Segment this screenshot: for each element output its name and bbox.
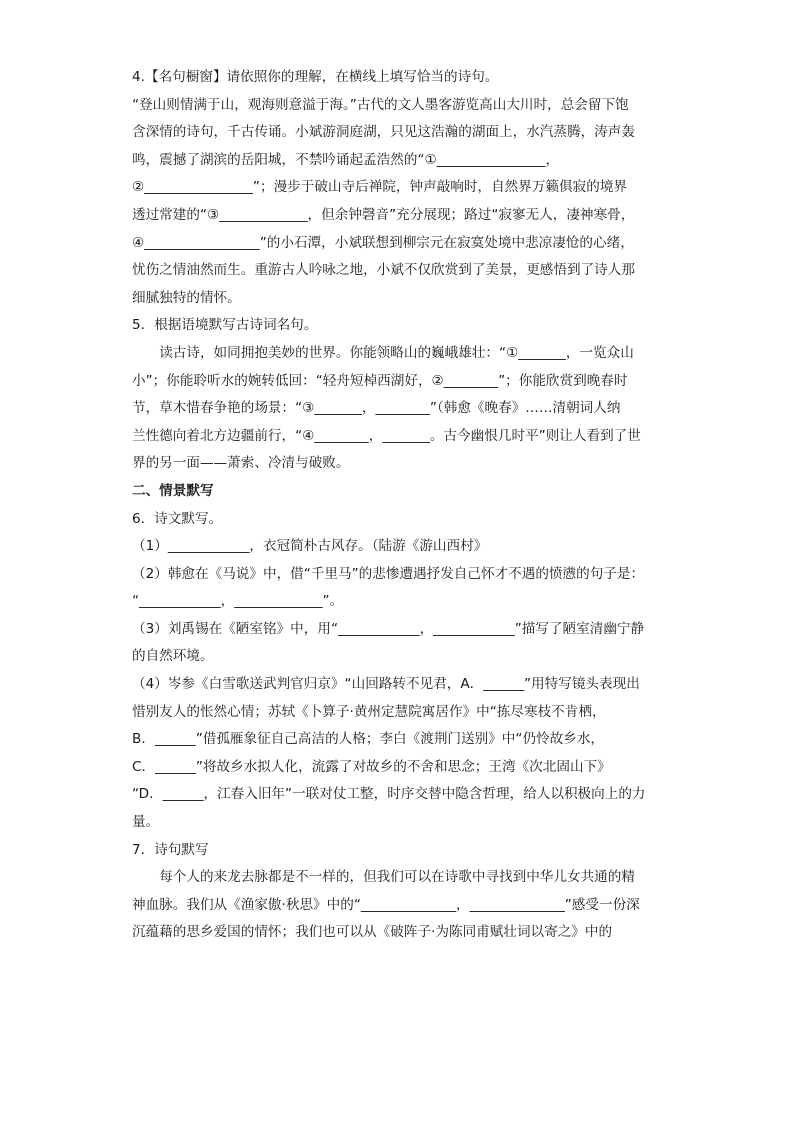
text-line: 5．根据语境默写古诗词名句。 <box>132 317 318 334</box>
text-line: 含深情的诗句，千古传诵。小斌游洞庭湖，只见这浩瀚的湖面上，水汽蒸腾，涛声轰 <box>132 124 635 141</box>
text-line: 4.【名句橱窗】请依照你的理解，在横线上填写恰当的诗句。 <box>132 69 499 85</box>
text-line: 每个人的来龙去脉都是不一样的，但我们可以在诗歌中寻找到中华儿女共通的精 <box>159 869 635 886</box>
text-line: 读古诗，如同拥抱美妙的世界。你能领略山的巍峨雄壮：“①_______，一览众山 <box>159 344 634 361</box>
text-line: （3）刘禹锡在《陋室铭》中，用“____________，____________”描写了陋室清幽宁静 <box>132 620 645 637</box>
text-line: C．______”将故乡水拟人化，流露了对故乡的不舍和思念；王湾《次北固山下》 <box>132 758 611 775</box>
text-line: 兰性德向着北方边疆前行，“④________，_______。古今幽恨几时平”则让人看到了世 <box>132 427 641 444</box>
text-line: 界的另一面——萧索、冷清与破败。 <box>132 455 350 472</box>
text-line: 忧伤之情油然而生。重游古人吟咏之地，小斌不仅欣赏到了美景，更感悟到了诗人那 <box>132 262 635 279</box>
text-line: （4）岑参《白雪歌送武判官归京》“山回路转不见君，A．______”用特写镜头表现出 <box>132 676 640 693</box>
text-line: “____________，_____________”。 <box>132 593 344 610</box>
text-line: 透过常建的“③_____________，但余钟磬音”充分展现；路过“寂寥无人，凄神寒骨， <box>132 206 635 223</box>
text-line: B．______”借孤雁象征自己高洁的人格；李白《渡荆门送别》中“仍怜故乡水， <box>132 731 605 748</box>
text-line: （1）____________，衣冠简朴古风存。（陆游《游山西村》 <box>132 538 488 555</box>
text-line: 惜别友人的怅然心情；苏轼《卜算子·黄州定慧院寓居作》中“拣尽寒枝不肯栖， <box>132 703 606 720</box>
text-line: 量。 <box>132 814 160 831</box>
text-line: 7．诗句默写 <box>132 841 209 858</box>
text-line: 细腻独特的情怀。 <box>132 289 241 306</box>
text-line: 鸣，震撼了湖滨的岳阳城，不禁吟诵起孟浩然的“①________________， <box>132 151 560 168</box>
section-heading: 二、情景默写 <box>132 482 214 499</box>
text-line: （2）韩愈在《马说》中，借“千里马”的悲惨遭遇抒发自己怀才不遇的愤懑的句子是： <box>132 565 645 582</box>
text-line: 神血脉。我们从《渔家傲·秋思》中的“______________，______________”感受一份深 <box>132 896 640 913</box>
text-line: 的自然环境。 <box>132 648 214 665</box>
text-line: “登山则情满于山，观海则意溢于海。”古代的文人墨客游览高山大川时，总会留下饱 <box>132 96 629 113</box>
text-line: 沉蕴藉的思乡爱国的情怀；我们也可以从《破阵子·为陈同甫赋壮词以寄之》中的 <box>132 924 613 941</box>
text-line: “D．______，江春入旧年”一联对仗工整，时序交替中隐含哲理，给人以积极向上的力 <box>132 786 646 803</box>
document-body <box>132 64 658 947</box>
text-line: 节，草木惜春争艳的场景：“③_______，________”（韩愈《晚春》……清朝词人纳 <box>132 400 621 417</box>
text-line: ④_________________”的小石潭，小斌联想到柳宗元在寂寞处境中悲凉凄怆的心绪， <box>132 234 634 251</box>
text-line: 小”；你能聆听水的婉转低回：“轻舟短棹西湖好，②________”；你能欣赏到晚春时 <box>132 372 628 389</box>
text-line: 6．诗文默写。 <box>132 510 223 527</box>
text-line: ②________________”；漫步于破山寺后禅院，钟声敲响时，自然界万籁俱寂的境界 <box>132 179 628 196</box>
